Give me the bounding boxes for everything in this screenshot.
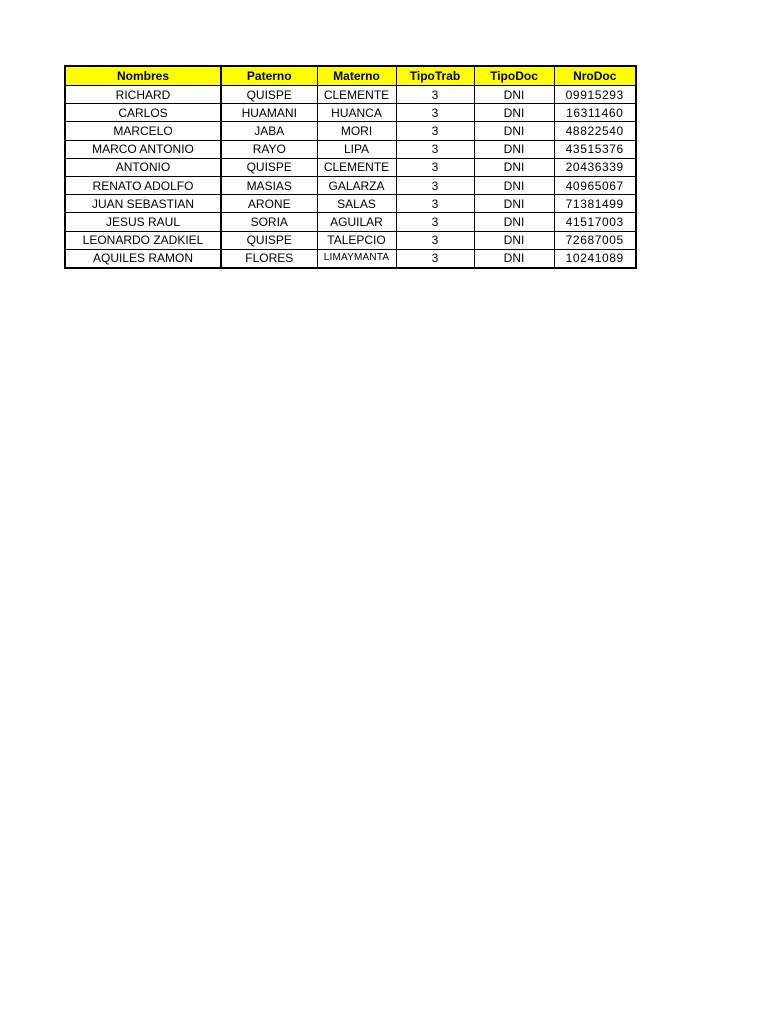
cell-materno: AGUILAR (317, 213, 396, 231)
header-tipodoc: TipoDoc (474, 66, 554, 86)
cell-paterno: MASIAS (221, 176, 317, 194)
cell-tipodoc: DNI (474, 140, 554, 158)
cell-materno: CLEMENTE (317, 158, 396, 176)
cell-nrodoc: 40965067 (554, 176, 636, 194)
cell-tipotrab: 3 (396, 213, 474, 231)
table-row (65, 213, 636, 231)
header-tipotrab: TipoTrab (396, 66, 474, 86)
cell-nrodoc: 09915293 (554, 86, 636, 104)
table-row (65, 176, 636, 194)
cell-nrodoc: 71381499 (554, 195, 636, 213)
cell-nrodoc: 20436339 (554, 158, 636, 176)
cell-tipotrab: 3 (396, 122, 474, 140)
cell-tipodoc: DNI (474, 249, 554, 268)
cell-tipotrab: 3 (396, 231, 474, 249)
cell-tipotrab: 3 (396, 176, 474, 194)
table-row (65, 231, 636, 249)
table-row (65, 195, 636, 213)
cell-tipodoc: DNI (474, 231, 554, 249)
cell-nrodoc: 72687005 (554, 231, 636, 249)
cell-tipodoc: DNI (474, 176, 554, 194)
table-row (65, 140, 636, 158)
cell-paterno: FLORES (221, 249, 317, 268)
table-row (65, 158, 636, 176)
cell-nrodoc: 41517003 (554, 213, 636, 231)
cell-tipotrab: 3 (396, 86, 474, 104)
table-row (65, 86, 636, 104)
header-nombres: Nombres (65, 66, 221, 86)
cell-materno: HUANCA (317, 104, 396, 122)
spreadsheet-page (64, 65, 637, 269)
cell-tipodoc: DNI (474, 195, 554, 213)
cell-materno: TALEPCIO (317, 231, 396, 249)
table-row (65, 122, 636, 140)
workers-table (64, 65, 637, 269)
cell-nrodoc: 10241089 (554, 249, 636, 268)
cell-tipodoc: DNI (474, 86, 554, 104)
cell-tipotrab: 3 (396, 104, 474, 122)
cell-nombres: CARLOS (65, 104, 221, 122)
cell-nombres: RICHARD (65, 86, 221, 104)
cell-tipotrab: 3 (396, 140, 474, 158)
cell-tipodoc: DNI (474, 158, 554, 176)
cell-nombres: MARCO ANTONIO (65, 140, 221, 158)
cell-paterno: HUAMANI (221, 104, 317, 122)
cell-paterno: SORIA (221, 213, 317, 231)
cell-tipotrab: 3 (396, 249, 474, 268)
cell-paterno: QUISPE (221, 86, 317, 104)
cell-materno: LIMAYMANTA (317, 249, 396, 268)
cell-materno: MORI (317, 122, 396, 140)
cell-paterno: ARONE (221, 195, 317, 213)
header-row (65, 66, 636, 86)
cell-materno: SALAS (317, 195, 396, 213)
header-materno: Materno (317, 66, 396, 86)
cell-nombres: MARCELO (65, 122, 221, 140)
cell-tipodoc: DNI (474, 104, 554, 122)
cell-nrodoc: 48822540 (554, 122, 636, 140)
cell-nombres: JUAN SEBASTIAN (65, 195, 221, 213)
cell-nombres: AQUILES RAMON (65, 249, 221, 268)
cell-nombres: LEONARDO ZADKIEL (65, 231, 221, 249)
cell-paterno: RAYO (221, 140, 317, 158)
cell-paterno: QUISPE (221, 231, 317, 249)
header-paterno: Paterno (221, 66, 317, 86)
cell-tipotrab: 3 (396, 158, 474, 176)
cell-materno: GALARZA (317, 176, 396, 194)
cell-nombres: JESUS RAUL (65, 213, 221, 231)
header-nrodoc: NroDoc (554, 66, 636, 86)
cell-paterno: JABA (221, 122, 317, 140)
cell-materno: LIPA (317, 140, 396, 158)
cell-paterno: QUISPE (221, 158, 317, 176)
cell-nombres: ANTONIO (65, 158, 221, 176)
table-row (65, 249, 636, 268)
cell-tipodoc: DNI (474, 213, 554, 231)
cell-tipodoc: DNI (474, 122, 554, 140)
cell-nombres: RENATO ADOLFO (65, 176, 221, 194)
table-row (65, 104, 636, 122)
cell-nrodoc: 16311460 (554, 104, 636, 122)
cell-materno: CLEMENTE (317, 86, 396, 104)
cell-nrodoc: 43515376 (554, 140, 636, 158)
cell-tipotrab: 3 (396, 195, 474, 213)
